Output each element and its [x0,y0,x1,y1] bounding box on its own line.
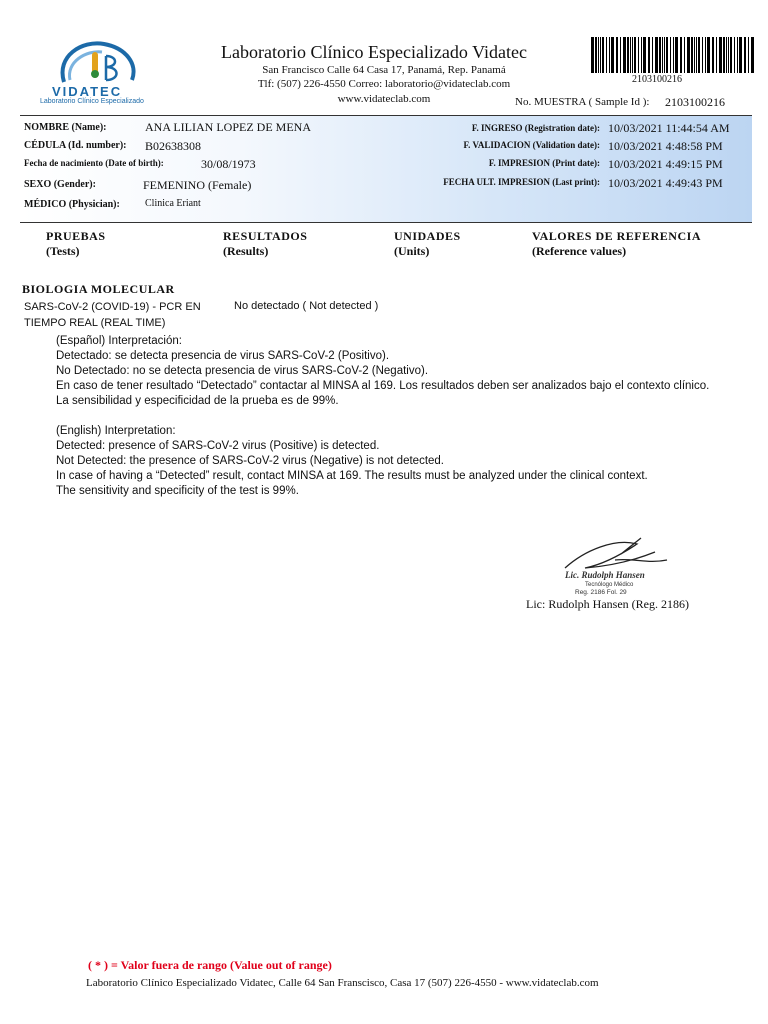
barcode-bar [716,37,717,73]
barcode-bar [662,37,663,73]
patient-dob: 30/08/1973 [201,157,256,171]
barcode-bar [620,37,621,73]
barcode-bar [652,37,653,73]
stamp-name: Lic. Rudolph Hansen [565,570,645,580]
footer-text: Laboratorio Clínico Especializado Vidatec, Calle 64 San Franscisco, Casa 17 (507) 226-4550 - www.vidateclab.com [86,977,599,989]
barcode-bar [648,37,650,73]
barcode-bar [627,37,629,73]
barcode-bar [698,37,700,73]
signature [555,530,685,600]
column-header-divider [20,222,752,223]
interp-es-line: En caso de tener resultado “Detectado” contactar al MINSA al 169. Los resultados deben ser analizados bajo el contexto clínico. [56,380,710,392]
physician-label: MÉDICO (Physician): [24,199,120,210]
barcode-bar [751,37,754,73]
barcode-bar [609,37,610,73]
barcode-bar [705,37,706,73]
interp-en-title: (English) Interpretation: [56,425,176,437]
interp-es-line: La sensibilidad y especificidad de la prueba es de 99%. [56,395,339,407]
barcode-bar [684,37,685,73]
lab-title: Laboratorio Clínico Especializado Vidatec [221,42,527,62]
barcode-bar [632,37,633,73]
out-of-range-legend: ( * ) = Valor fuera de rango (Value out of range) [88,958,332,972]
barcode-bar [670,37,671,73]
sample-id-label: No. MUESTRA ( Sample Id ): [515,96,650,108]
barcode-bar [687,37,690,73]
last-print-date: 10/03/2021 4:49:43 PM [608,176,723,190]
test-result: No detectado ( Not detected ) [234,300,379,312]
interp-en-line: Not Detected: the presence of SARS-CoV-2 virus (Negative) is not detected. [56,455,444,467]
barcode-bar [696,37,697,73]
barcode-bar [595,37,597,73]
barcode-bar [600,37,601,73]
interp-en-line: Detected: presence of SARS-CoV-2 virus (Positive) is detected. [56,440,380,452]
column-results: RESULTADOS (Results) [223,229,308,258]
physician-name: Clinica Eriant [145,198,201,209]
column-units: UNIDADES (Units) [394,229,461,258]
lab-contact: Tlf: (507) 226-4550 Correo: laboratorio@vidateclab.com [257,78,511,90]
interp-es-line: No Detectado: no se detecta presencia de virus SARS-CoV-2 (Negativo). [56,365,429,377]
registration-date-label: F. INGRESO (Registration date): [471,123,600,133]
registration-date: 10/03/2021 11:44:54 AM [608,121,730,135]
barcode-bar [723,37,725,73]
barcode-bar [730,37,732,73]
signer-name: Lic: Rudolph Hansen (Reg. 2186) [526,597,689,611]
lab-website: www.vidateclab.com [337,93,431,105]
print-date: 10/03/2021 4:49:15 PM [608,157,723,171]
name-label: NOMBRE (Name): [24,122,107,133]
barcode-bar [702,37,703,73]
barcode-bar [748,37,749,73]
last-print-date-label: FECHA ULT. IMPRESION (Last print): [443,177,600,187]
barcode-bar [616,37,618,73]
interpretation [56,334,746,499]
barcode-bar [623,37,626,73]
barcode-bar [728,37,729,73]
section-title: BIOLOGIA MOLECULAR [22,282,175,296]
barcode-bar [691,37,693,73]
barcode-bar [734,37,735,73]
test-name: SARS-CoV-2 (COVID-19) - PCR EN TIEMPO REAL (REAL TIME) [24,301,201,329]
validation-date: 10/03/2021 4:48:58 PM [608,139,723,153]
patient-name: ANA LILIAN LOPEZ DE MENA [145,120,311,134]
sample-id-value: 2103100216 [665,95,725,109]
column-reference: VALORES DE REFERENCIA (Reference values) [532,229,701,258]
barcode [591,37,756,73]
logo-name: VIDATEC [52,84,123,99]
barcode-number: 2103100216 [632,74,682,85]
barcode-bar [643,37,646,73]
barcode-bar [598,37,599,73]
barcode-bar [591,37,594,73]
column-tests: PRUEBAS (Tests) [46,229,106,258]
interp-es-line: Detectado: se detecta presencia de virus SARS-CoV-2 (Positivo). [56,350,390,362]
id-label: CÉDULA (Id. number): [24,140,127,151]
barcode-bar [673,37,674,73]
gender-label: SEXO (Gender): [24,179,96,190]
barcode-bar [655,37,658,73]
barcode-bar [611,37,614,73]
barcode-bar [634,37,636,73]
patient-id: B02638308 [145,139,202,153]
validation-date-label: F. VALIDACION (Validation date): [463,140,600,150]
barcode-bar [606,37,607,73]
barcode-bar [737,37,738,73]
interp-en-line: The sensitivity and specificity of the test is 99%. [56,485,299,497]
barcode-bar [659,37,661,73]
barcode-bar [630,37,631,73]
dob-label: Fecha de nacimiento (Date of birth): [24,158,164,168]
barcode-bar [680,37,682,73]
barcode-bar [744,37,746,73]
barcode-bar [726,37,727,73]
barcode-bar [638,37,639,73]
lab-address: San Francisco Calle 64 Casa 17, Panamá, Rep. Panamá [262,64,506,76]
barcode-bar [694,37,695,73]
interp-en-line: In case of having a “Detected” result, contact MINSA at 169. The results must be analyzed under the clinical context. [56,470,648,482]
interp-es-title: (Español) Interpretación: [56,335,182,347]
barcode-bar [664,37,665,73]
print-date-label: F. IMPRESION (Print date): [488,158,600,168]
barcode-bar [739,37,742,73]
barcode-bar [641,37,642,73]
barcode-bar [666,37,668,73]
barcode-bar [719,37,722,73]
patient-gender: FEMENINO (Female) [143,178,252,192]
barcode-bar [712,37,714,73]
stamp-registration: Reg. 2186 Fol. 29 [575,589,627,596]
logo-subtitle: Laboratorio Clínico Especializado [40,98,144,105]
barcode-bar [675,37,678,73]
barcode-bar [602,37,604,73]
stamp-title: Tecnólogo Médico [585,582,634,588]
barcode-bar [707,37,710,73]
